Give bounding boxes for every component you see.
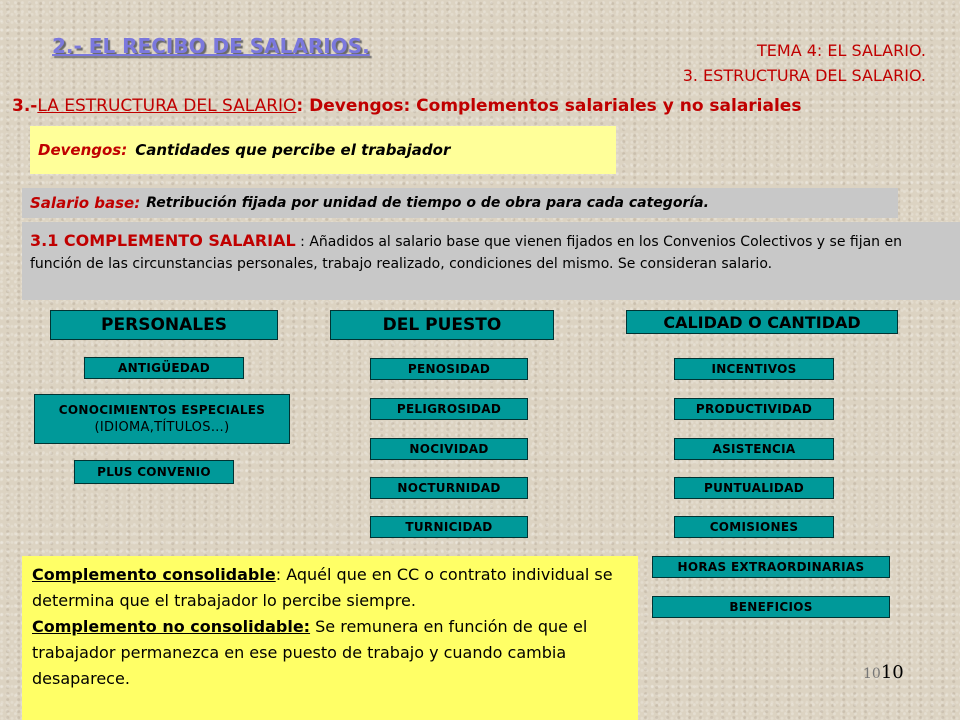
main-title: 2.- EL RECIBO DE SALARIOS.: [52, 34, 370, 58]
conocimientos-detail: (IDIOMA,TÍTULOS…): [94, 420, 230, 435]
personales-item-antiguedad: ANTIGÜEDAD: [84, 357, 244, 379]
salario-base-box: [22, 188, 898, 218]
devengos-value: Cantidades que percibe el trabajador: [135, 141, 451, 159]
puesto-header: DEL PUESTO: [330, 310, 554, 340]
topic-line-2: 3. ESTRUCTURA DEL SALARIO.: [682, 66, 926, 85]
complemento-key: 3.1 COMPLEMENTO SALARIAL: [30, 231, 296, 250]
puesto-item-peligrosidad: PELIGROSIDAD: [370, 398, 528, 420]
section-rest: : Devengos: Complementos salariales y no salariales: [296, 96, 802, 116]
conocimientos-label: CONOCIMIENTOS ESPECIALES: [58, 403, 266, 417]
complemento-text: : Añadidos al salario base que vienen fijados en los Convenios Colectivos y se fijan en función de las circunstancias personales, trabajo realizado, condiciones del mismo. Se consideran salario.: [30, 234, 902, 272]
calidad-item-puntualidad: PUNTUALIDAD: [674, 477, 834, 499]
page-number-small: 10: [863, 666, 881, 682]
section-prefix: 3.-: [12, 96, 38, 116]
puesto-item-turnicidad: TURNICIDAD: [370, 516, 528, 538]
calidad-header: CALIDAD O CANTIDAD: [626, 310, 898, 334]
no-consolidable-key: Complemento no consolidable:: [32, 617, 311, 636]
calidad-item-productividad: PRODUCTIVIDAD: [674, 398, 834, 420]
page-number: [863, 662, 904, 683]
salario-base-key: Salario base:: [30, 194, 141, 212]
consolidable-text: : Aquél que en CC o contrato individual se determina que el trabajador lo percibe siempre.: [32, 565, 613, 610]
section-underlined: LA ESTRUCTURA DEL SALARIO: [37, 96, 297, 116]
calidad-item-asistencia: ASISTENCIA: [674, 438, 834, 460]
no-consolidable-text: Se remunera en función de que el trabajador permanezca en ese puesto de trabajo y cuando cambia desaparece.: [32, 617, 588, 688]
personales-item-conocimientos: [34, 394, 290, 444]
puesto-item-nocturnidad: NOCTURNIDAD: [370, 477, 528, 499]
complemento-box: [22, 222, 960, 300]
puesto-item-nocividad: NOCIVIDAD: [370, 438, 528, 460]
personales-header: PERSONALES: [50, 310, 278, 340]
calidad-item-comisiones: COMISIONES: [674, 516, 834, 538]
page-number-big: 10: [880, 662, 904, 683]
topic-header: [683, 38, 926, 88]
calidad-item-beneficios: BENEFICIOS: [652, 596, 890, 618]
devengos-box: [30, 126, 616, 174]
calidad-item-horas-extra: HORAS EXTRAORDINARIAS: [652, 556, 890, 578]
topic-line-1: TEMA 4: EL SALARIO.: [757, 41, 926, 60]
devengos-key: Devengos:: [38, 141, 128, 159]
consolidable-key: Complemento consolidable: [32, 565, 276, 584]
consolidable-box: [22, 556, 638, 720]
calidad-item-incentivos: INCENTIVOS: [674, 358, 834, 380]
personales-item-plus-convenio: PLUS CONVENIO: [74, 460, 234, 484]
puesto-item-penosidad: PENOSIDAD: [370, 358, 528, 380]
salario-base-value: Retribución fijada por unidad de tiempo o de obra para cada categoría.: [146, 195, 709, 211]
section-heading: [12, 96, 801, 116]
